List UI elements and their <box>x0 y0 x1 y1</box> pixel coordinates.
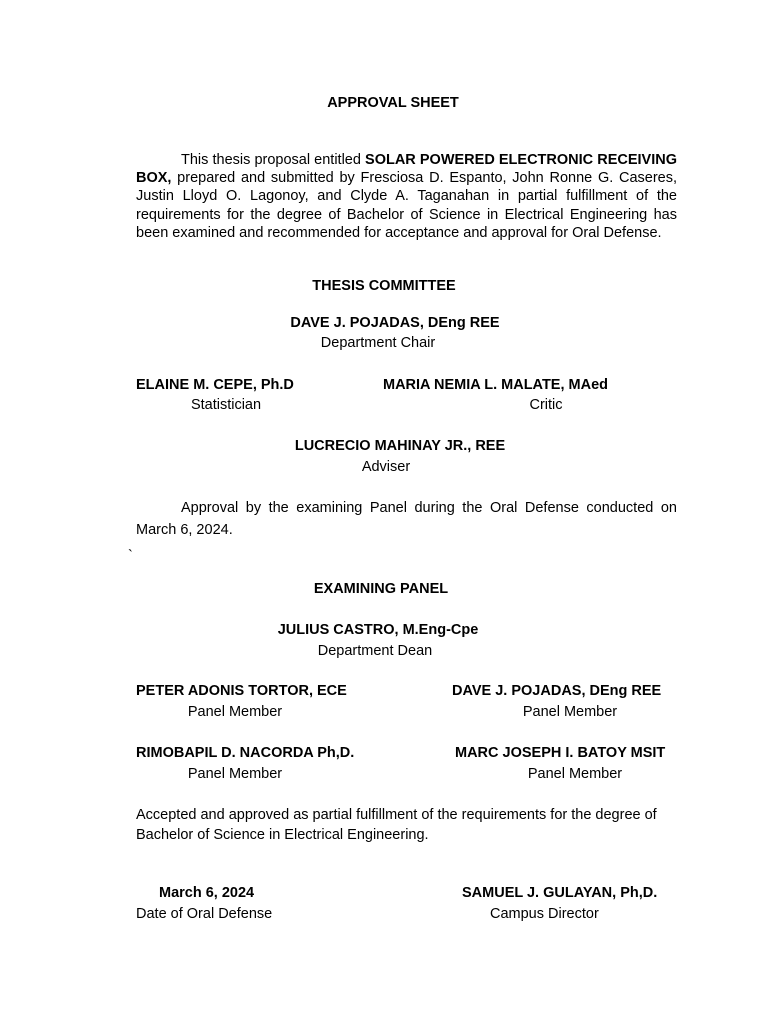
critic-role: Critic <box>529 397 563 413</box>
dean-role: Department Dean <box>317 643 433 659</box>
panel-member-2-name: DAVE J. POJADAS, DEng REE <box>452 683 662 699</box>
panel-member-3-name: RIMOBAPIL D. NACORDA Ph,D. <box>136 745 355 761</box>
panel-heading: EXAMINING PANEL <box>313 581 449 597</box>
adviser-name: LUCRECIO MAHINAY JR., REE <box>294 438 506 454</box>
chair-role: Department Chair <box>320 335 436 351</box>
panel-member-4-name: MARC JOSEPH I. BATOY MSIT <box>455 745 666 761</box>
panel-member-1-name: PETER ADONIS TORTOR, ECE <box>136 683 347 699</box>
defense-date-label: Date of Oral Defense <box>136 906 273 922</box>
panel-member-2-role: Panel Member <box>522 704 618 720</box>
panel-member-4-role: Panel Member <box>527 766 623 782</box>
approval-paragraph: Approval by the examining Panel during the Oral Defense conducted on March 6, 2024. <box>136 500 677 538</box>
thesis-title: SOLAR POWERED ELECTRONIC RECEIVING BOX, <box>136 152 677 187</box>
page-title: APPROVAL SHEET <box>327 95 459 111</box>
director-role: Campus Director <box>490 906 599 922</box>
acceptance-paragraph: Accepted and approved as partial fulfillment of the requirements for the degree of Bachelor of Science in Electrical Engineering. <box>136 807 657 843</box>
dean-name: JULIUS CASTRO, M.Eng-Cpe <box>277 622 479 638</box>
director-name: SAMUEL J. GULAYAN, Ph,D. <box>462 885 658 901</box>
panel-member-3-role: Panel Member <box>187 766 283 782</box>
intro-body: prepared and submitted by Fresciosa D. Espanto, John Ronne G. Caseres, Justin Lloyd O. Lagonoy, and Clyde A. Taganahan in partial fulfillment of the requirements for the degree of Bachelor of Science in Electrical Engineering has been examined and recommended for acceptance and approval for Oral Defense. <box>136 170 677 241</box>
adviser-role: Adviser <box>361 459 411 475</box>
intro-lead: This thesis proposal entitled <box>181 152 366 168</box>
panel-member-1-role: Panel Member <box>187 704 283 720</box>
intro-paragraph <box>136 151 677 242</box>
defense-date: March 6, 2024 <box>159 885 255 901</box>
statistician-name: ELAINE M. CEPE, Ph.D <box>136 377 294 393</box>
chair-name: DAVE J. POJADAS, DEng REE <box>290 315 500 331</box>
critic-name: MARIA NEMIA L. MALATE, MAed <box>383 377 608 393</box>
statistician-role: Statistician <box>190 397 262 413</box>
committee-heading: THESIS COMMITTEE <box>312 278 456 294</box>
stray-mark: ` <box>128 548 133 564</box>
